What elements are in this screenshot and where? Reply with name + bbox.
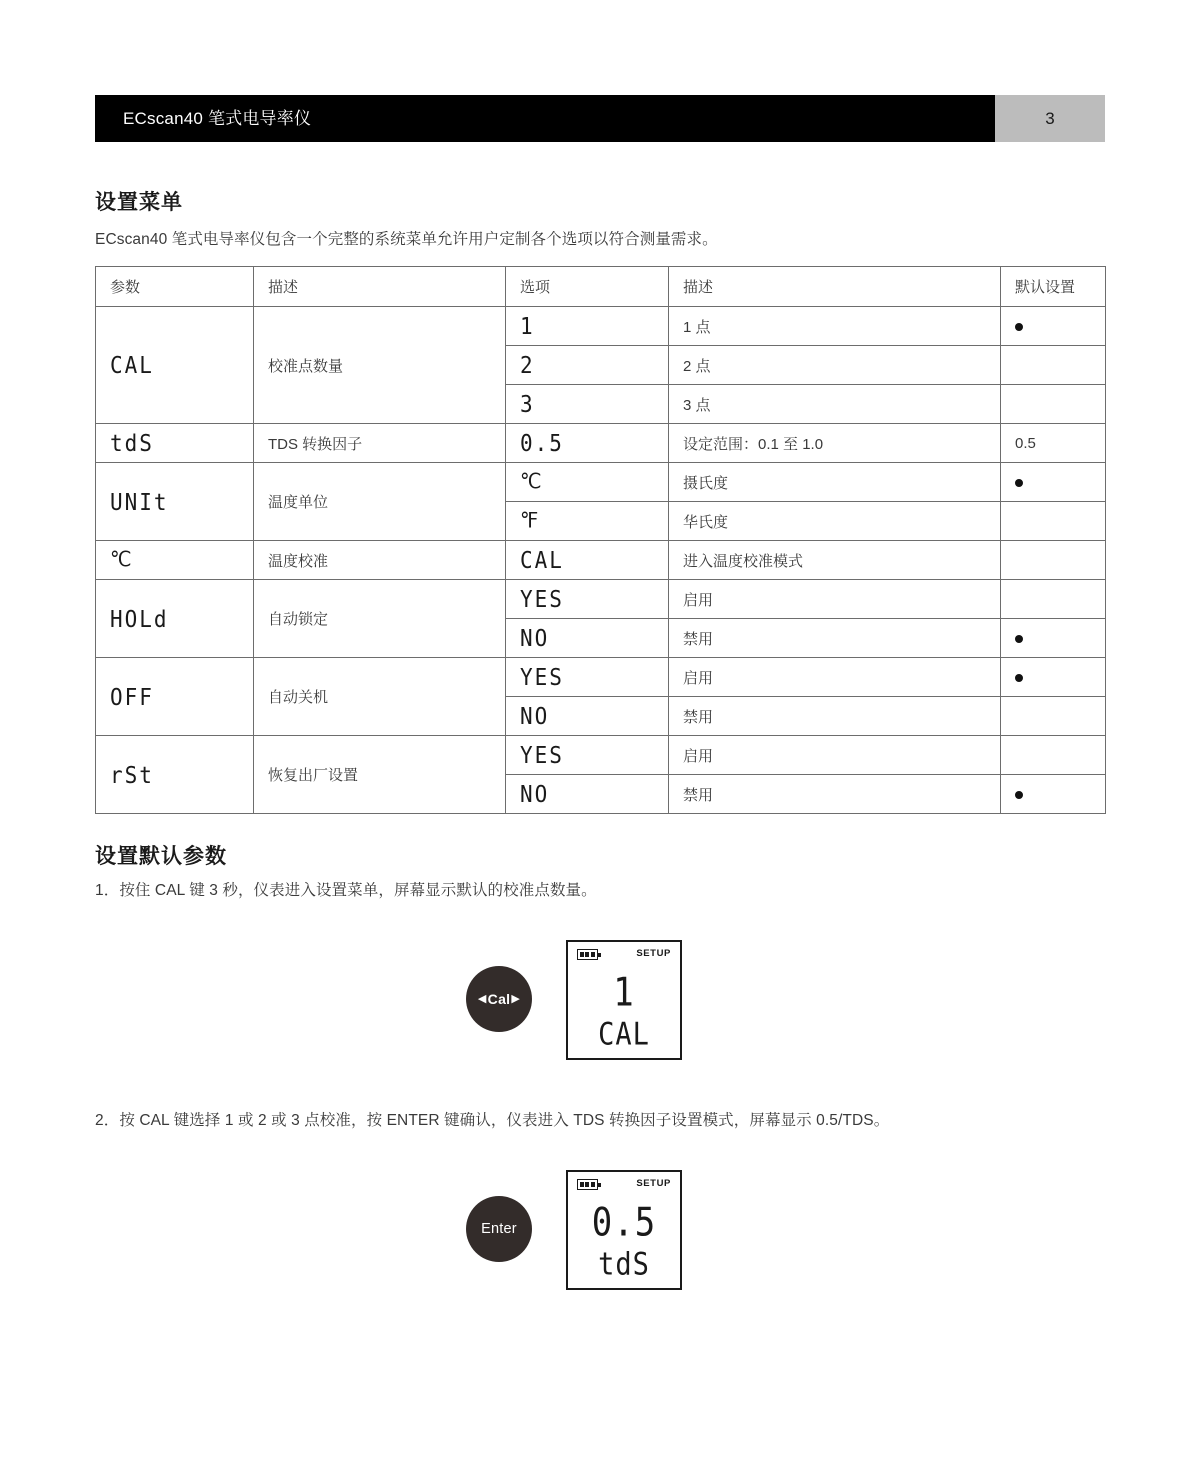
default-value: 0.5 — [1015, 434, 1036, 452]
lcd-option-no: NO — [520, 702, 550, 730]
cell-parameter-description: TDS 转换因子 — [254, 424, 506, 463]
cell-option — [506, 619, 669, 658]
cell-option — [506, 307, 669, 346]
cell-default — [1001, 346, 1106, 385]
step-1-text: 1．按住 CAL 键 3 秒，仪表进入设置菜单，屏幕显示默认的校准点数量。 — [95, 882, 597, 899]
cell-default — [1001, 775, 1106, 814]
cell-default — [1001, 736, 1106, 775]
lcd-param-cal: CAL — [110, 351, 154, 379]
cell-option-description: 华氏度 — [669, 502, 1001, 541]
cell-option — [506, 658, 669, 697]
section-intro-paragraph: ECscan40 笔式电导率仪包含一个完整的系统菜单允许用户定制各个选项以符合测量需求。 — [95, 231, 718, 248]
lcd-option-yes: YES — [520, 663, 564, 691]
enter-button[interactable] — [466, 1196, 532, 1262]
lcd-option-yes: YES — [520, 741, 564, 769]
battery-cell — [580, 952, 584, 958]
cell-option-description: 启用 — [669, 658, 1001, 697]
cell-parameter — [96, 658, 254, 736]
default-dot-icon — [1015, 323, 1023, 331]
cell-default — [1001, 307, 1106, 346]
cell-default — [1001, 619, 1106, 658]
lcd-main-value: 1 — [613, 970, 635, 1016]
page-number: 3 — [995, 95, 1105, 142]
lcd-option-yes: YES — [520, 585, 564, 613]
lcd-option-celsius: ℃ — [520, 469, 544, 495]
cell-option-description: 禁用 — [669, 697, 1001, 736]
battery-cell — [591, 1182, 595, 1188]
lcd-param-off: OFF — [110, 683, 154, 710]
cell-default — [1001, 463, 1106, 502]
cell-parameter-description: 温度单位 — [254, 463, 506, 541]
cell-option — [506, 775, 669, 814]
cell-option-description: 3 点 — [669, 385, 1001, 424]
cell-option-description: 启用 — [669, 736, 1001, 775]
default-dot-icon — [1015, 479, 1023, 487]
cell-default — [1001, 502, 1106, 541]
cell-option — [506, 580, 669, 619]
lcd-option-cal: CAL — [520, 546, 564, 574]
header-title: ECscan40 笔式电导率仪 — [123, 109, 312, 128]
table-row — [96, 580, 1106, 619]
cell-option-description: 禁用 — [669, 619, 1001, 658]
lcd-option-no: NO — [520, 624, 550, 652]
left-arrow-icon: ◀ — [477, 992, 487, 1005]
battery-cell — [580, 1182, 584, 1188]
table-row — [96, 307, 1106, 346]
battery-cell — [591, 952, 595, 958]
lcd-option-2: 2 — [520, 351, 535, 379]
default-dot-icon — [1015, 635, 1023, 643]
cell-option — [506, 463, 669, 502]
cal-button[interactable] — [466, 966, 532, 1032]
cell-option — [506, 385, 669, 424]
table-row — [96, 658, 1106, 697]
cell-parameter — [96, 580, 254, 658]
settings-menu-table — [95, 266, 1106, 814]
cell-parameter-description: 恢复出厂设置 — [254, 736, 506, 814]
default-dot-icon — [1015, 791, 1023, 799]
lcd-screen — [566, 940, 682, 1060]
battery-tip — [598, 953, 601, 957]
cell-parameter — [96, 541, 254, 580]
table-row — [96, 463, 1106, 502]
lcd-param-rst: rSt — [110, 761, 154, 788]
cell-option-description: 启用 — [669, 580, 1001, 619]
battery-cell — [585, 952, 589, 958]
column-header-default: 默认设置 — [1001, 267, 1106, 307]
enter-button-label: Enter — [481, 1221, 517, 1237]
cal-button-label: Cal — [487, 991, 511, 1007]
lcd-status-bar — [568, 948, 680, 962]
table-row — [96, 424, 1106, 463]
cell-option-description: 摄氏度 — [669, 463, 1001, 502]
column-header-description: 描述 — [254, 267, 506, 307]
battery-icon — [577, 949, 598, 960]
cell-parameter-description: 校准点数量 — [254, 307, 506, 424]
section-title-setup-menu: 设置菜单 — [95, 191, 183, 214]
cell-parameter-description: 温度校准 — [254, 541, 506, 580]
setup-indicator: SETUP — [636, 1178, 671, 1189]
cell-option — [506, 502, 669, 541]
lcd-sub-value: tdS — [598, 1246, 650, 1283]
lcd-option-fahrenheit: ℉ — [520, 508, 541, 534]
cell-default — [1001, 697, 1106, 736]
cell-option — [506, 346, 669, 385]
cell-option-description: 2 点 — [669, 346, 1001, 385]
section-title-default-params: 设置默认参数 — [95, 845, 227, 868]
table-header-row — [96, 267, 1106, 307]
cell-parameter — [96, 463, 254, 541]
lcd-sub-value: CAL — [598, 1016, 650, 1053]
cell-option — [506, 697, 669, 736]
table-body — [96, 307, 1106, 814]
step-2-text: 2．按 CAL 键选择 1 或 2 或 3 点校准，按 ENTER 键确认，仪表进入 TDS 转换因子设置模式，屏幕显示 0.5/TDS。 — [95, 1112, 890, 1129]
lcd-param-celsius: ℃ — [110, 547, 134, 573]
cell-option — [506, 541, 669, 580]
column-header-option: 选项 — [506, 267, 669, 307]
lcd-param-hold: HOLd — [110, 605, 169, 632]
cell-parameter-description: 自动关机 — [254, 658, 506, 736]
cal-button-label-group — [478, 991, 520, 1007]
cell-option-description: 1 点 — [669, 307, 1001, 346]
lcd-main-value: 0.5 — [591, 1200, 657, 1246]
lcd-option-no: NO — [520, 780, 550, 808]
battery-icon — [577, 1179, 598, 1190]
cell-default — [1001, 385, 1106, 424]
cell-parameter-description: 自动锁定 — [254, 580, 506, 658]
battery-cell — [585, 1182, 589, 1188]
page-header — [95, 95, 1105, 142]
setup-indicator: SETUP — [636, 948, 671, 959]
lcd-option-05: 0.5 — [520, 429, 564, 457]
lcd-option-1: 1 — [520, 312, 535, 340]
default-dot-icon — [1015, 674, 1023, 682]
battery-tip — [598, 1183, 601, 1187]
table-row — [96, 736, 1106, 775]
lcd-param-tds: tdS — [110, 429, 154, 457]
cell-default — [1001, 658, 1106, 697]
cell-default — [1001, 580, 1106, 619]
cell-option-description: 设定范围：0.1 至 1.0 — [669, 424, 1001, 463]
column-header-option-description: 描述 — [669, 267, 1001, 307]
right-arrow-icon: ▶ — [511, 992, 521, 1005]
cell-parameter — [96, 424, 254, 463]
cell-default — [1001, 424, 1106, 463]
lcd-param-unit: UNIt — [110, 488, 169, 515]
cell-option-description: 进入温度校准模式 — [669, 541, 1001, 580]
cell-parameter — [96, 736, 254, 814]
cell-option — [506, 736, 669, 775]
lcd-status-bar — [568, 1178, 680, 1192]
cell-default — [1001, 541, 1106, 580]
lcd-screen — [566, 1170, 682, 1290]
column-header-parameter: 参数 — [96, 267, 254, 307]
cell-option-description: 禁用 — [669, 775, 1001, 814]
lcd-option-3: 3 — [520, 390, 535, 418]
table-row — [96, 541, 1106, 580]
cell-parameter — [96, 307, 254, 424]
cell-option — [506, 424, 669, 463]
